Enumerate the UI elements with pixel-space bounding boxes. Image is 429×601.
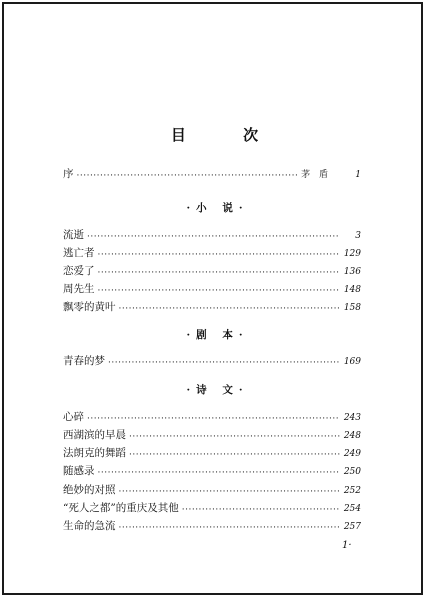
entry-label: 法朗克的舞蹈 [63,447,126,459]
dot-leader [182,503,340,515]
entry-label: 逃亡者 [63,247,95,259]
entry-page: 243 [343,413,361,423]
entry-label: 飘零的黄叶 [63,301,116,313]
toc-entry[interactable] [63,463,361,477]
entry-page: 250 [343,467,361,477]
dot-leader [129,430,340,442]
entry-page: 169 [343,357,361,367]
section-heading-fiction: ·小 说· [186,202,249,214]
entry-label: 恋爱了 [63,265,95,277]
entry-page: 129 [343,249,361,259]
dot-leader [98,466,341,478]
entry-label: 序 [63,168,74,180]
entry-label: 流逝 [63,229,84,241]
entry-author: 茅 盾 [301,170,331,180]
dot-leader [119,521,341,533]
entry-page: 148 [343,285,361,295]
entry-label: 西湖滨的早晨 [63,429,126,441]
toc-title: 目 次 [170,126,285,144]
toc-entry[interactable] [63,299,361,313]
entry-label: “死人之都”的重庆及其他 [63,502,179,514]
entry-label: 周先生 [63,283,95,295]
entry-label: 心碎 [63,411,84,423]
entry-page: 158 [343,303,361,313]
entry-page: 257 [343,522,361,532]
toc-entry-preface[interactable] [63,166,361,180]
dot-leader [77,169,299,181]
dot-leader [98,284,341,296]
toc-entry[interactable] [63,482,361,496]
toc-entry[interactable] [63,500,361,514]
entry-page: 252 [343,486,361,496]
entry-page: 249 [343,449,361,459]
entry-label: 青春的梦 [63,355,105,367]
section-heading-poetry-prose: ·诗 文· [186,384,249,396]
dot-leader [119,485,341,497]
entry-label: 生命的急流 [63,520,116,532]
dot-leader [119,302,341,314]
toc-entry[interactable] [63,445,361,459]
toc-entry[interactable] [63,281,361,295]
toc-entry[interactable] [63,263,361,277]
dot-leader [87,412,340,424]
toc-entry[interactable] [63,353,361,367]
entry-page: 136 [343,267,361,277]
entry-label: 随感录 [63,465,95,477]
toc-entry[interactable] [63,427,361,441]
toc-entry[interactable] [63,518,361,532]
entry-page: 1 [355,170,361,180]
dot-leader [129,448,340,460]
toc-entry[interactable] [63,409,361,423]
entry-page: 248 [343,431,361,441]
toc-entry[interactable] [63,245,361,259]
entry-label: 绝妙的对照 [63,484,116,496]
entry-page: 3 [355,231,361,241]
page-number: 1· [342,540,352,551]
dot-leader [108,356,340,368]
section-heading-drama: ·剧 本· [186,329,249,341]
dot-leader [98,248,341,260]
dot-leader [98,266,341,278]
dot-leader [87,230,340,242]
entry-page: 254 [343,504,361,514]
toc-entry[interactable] [63,227,361,241]
